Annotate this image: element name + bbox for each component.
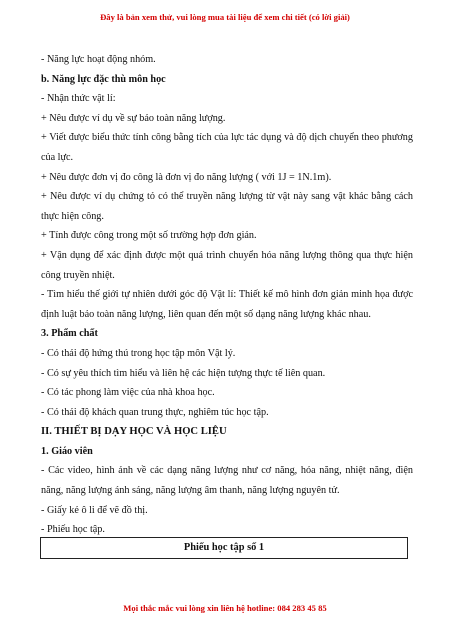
paragraph: - Có thái độ khách quan trung thực, nghiêm túc học tập. bbox=[41, 406, 269, 418]
paragraph: - Giấy kẻ ô li để vẽ đồ thị. bbox=[41, 504, 148, 516]
worksheet-box-title: Phiếu học tập số 1 bbox=[40, 537, 408, 559]
paragraph: + Nêu được đơn vị đo công là đơn vị đo năng lượng ( với 1J = 1N.1m). bbox=[41, 171, 332, 183]
hotline-banner: Mọi thắc mắc vui lòng xin liên hệ hotline: 084 283 45 85 bbox=[123, 603, 327, 613]
paragraph: - Phiếu học tập. bbox=[41, 524, 105, 536]
paragraph: - Có sự yêu thích tìm hiểu và liên hệ các hiện tượng thực tế liên quan. bbox=[41, 367, 326, 379]
paragraph: - Tìm hiểu thế giới tự nhiên dưới góc độ Vật lí: Thiết kế mô hình đơn giản minh họa được định luật bảo toàn năng lượng, liên quan đến một số dạng năng lượng khác nhau. bbox=[41, 289, 413, 320]
section-title: II. THIẾT BỊ DẠY HỌC VÀ HỌC LIỆU bbox=[41, 426, 227, 438]
paragraph: - Năng lực hoạt động nhóm. bbox=[41, 54, 156, 65]
paragraph: - Nhận thức vật lí: bbox=[41, 93, 116, 105]
paragraph: + Nêu được ví dụ chứng tỏ có thể truyền năng lượng từ vật này sang vật khác bằng cách thực hiện công. bbox=[41, 191, 413, 222]
section-heading: 1. Giáo viên bbox=[41, 445, 93, 457]
section-heading: b. Năng lực đặc thù môn học bbox=[41, 73, 166, 85]
paragraph: + Vận dụng để xác định được một quá trình chuyển hóa năng lượng thông qua thực hiện công truyền nhiệt. bbox=[41, 249, 413, 281]
paragraph: + Nêu được ví dụ về sự bảo toàn năng lượng. bbox=[41, 112, 226, 124]
preview-banner: Đây là bản xem thử, vui lòng mua tài liệu để xem chi tiết (có lời giải) bbox=[100, 12, 350, 22]
section-heading: 3. Phẩm chất bbox=[41, 328, 98, 340]
paragraph: + Viết được biểu thức tính công bằng tích của lực tác dụng và độ dịch chuyển theo phương của lực. bbox=[41, 132, 413, 163]
paragraph: - Các video, hình ảnh về các dạng năng lượng như cơ năng, hóa năng, nhiệt năng, điện năng, năng lượng ánh sáng, năng lượng âm thanh, năng lượng nguyên tử. bbox=[41, 465, 413, 497]
paragraph: + Tính được công trong một số trường hợp đơn giản. bbox=[41, 230, 257, 242]
paragraph: - Có thái độ hứng thú trong học tập môn Vật lý. bbox=[41, 347, 236, 359]
document-body bbox=[41, 50, 413, 540]
paragraph: - Có tác phong làm việc của nhà khoa học. bbox=[41, 387, 215, 399]
